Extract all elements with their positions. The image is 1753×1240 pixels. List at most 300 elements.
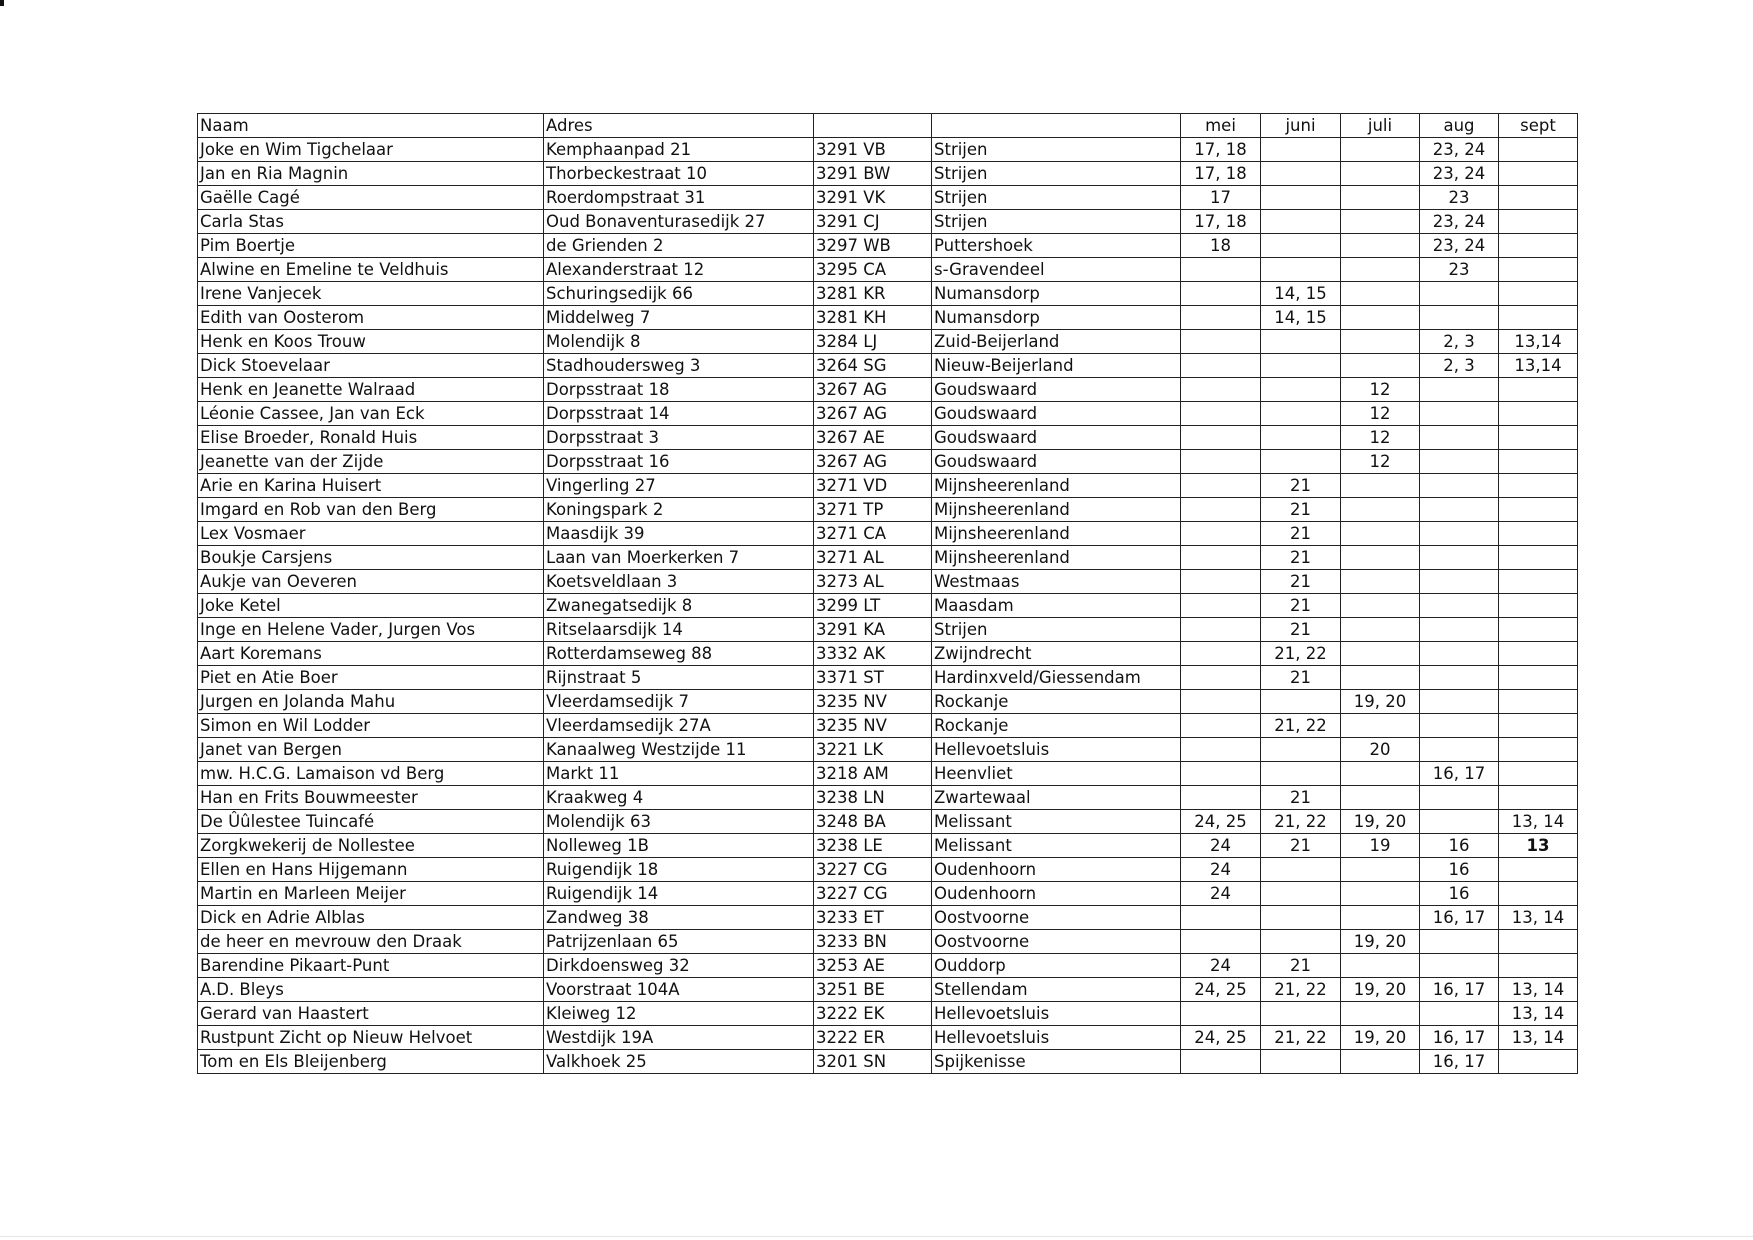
cell-mei: [1181, 1002, 1261, 1026]
cell-juli: 12: [1341, 450, 1420, 474]
cell-juli: [1341, 954, 1420, 978]
table-row: [198, 354, 1578, 378]
cell-juli: [1341, 522, 1420, 546]
cell-sept: [1499, 714, 1578, 738]
cell-postcode: 3238 LE: [814, 834, 932, 858]
cell-juni: 21, 22: [1261, 1026, 1341, 1050]
cell-juni: 21: [1261, 786, 1341, 810]
cell-postcode: 3227 CG: [814, 858, 932, 882]
cell-juni: 21, 22: [1261, 714, 1341, 738]
cell-juni: 21: [1261, 618, 1341, 642]
cell-plaats: Oostvoorne: [932, 906, 1181, 930]
table-row: [198, 186, 1578, 210]
cell-naam: de heer en mevrouw den Draak: [198, 930, 544, 954]
cell-sept: [1499, 210, 1578, 234]
cell-sept: [1499, 138, 1578, 162]
cell-aug: [1420, 690, 1499, 714]
scan-mark: [0, 0, 4, 6]
table-row: [198, 282, 1578, 306]
cell-aug: [1420, 378, 1499, 402]
cell-aug: [1420, 426, 1499, 450]
cell-juni: [1261, 234, 1341, 258]
cell-juni: [1261, 738, 1341, 762]
cell-plaats: Melissant: [932, 834, 1181, 858]
cell-adres: Dorpsstraat 16: [544, 450, 814, 474]
cell-adres: Koningspark 2: [544, 498, 814, 522]
cell-naam: Lex Vosmaer: [198, 522, 544, 546]
cell-postcode: 3221 LK: [814, 738, 932, 762]
cell-sept: [1499, 402, 1578, 426]
cell-sept: [1499, 186, 1578, 210]
cell-aug: 16, 17: [1420, 978, 1499, 1002]
cell-postcode: 3284 LJ: [814, 330, 932, 354]
cell-sept: [1499, 234, 1578, 258]
cell-sept: [1499, 378, 1578, 402]
cell-sept: [1499, 738, 1578, 762]
cell-plaats: Mijnsheerenland: [932, 498, 1181, 522]
cell-plaats: Melissant: [932, 810, 1181, 834]
cell-juni: 14, 15: [1261, 306, 1341, 330]
cell-juni: [1261, 450, 1341, 474]
cell-sept: 13: [1499, 834, 1578, 858]
cell-aug: [1420, 402, 1499, 426]
cell-aug: [1420, 450, 1499, 474]
cell-sept: [1499, 954, 1578, 978]
cell-mei: [1181, 402, 1261, 426]
cell-mei: [1181, 354, 1261, 378]
scan-edge-line: [0, 1236, 1753, 1237]
cell-naam: A.D. Bleys: [198, 978, 544, 1002]
cell-aug: [1420, 642, 1499, 666]
schedule-table-wrapper: [197, 113, 1577, 1074]
table-row: [198, 450, 1578, 474]
cell-juli: [1341, 858, 1420, 882]
cell-plaats: Strijen: [932, 186, 1181, 210]
header-aug: aug: [1420, 114, 1499, 138]
cell-naam: Janet van Bergen: [198, 738, 544, 762]
cell-postcode: 3235 NV: [814, 690, 932, 714]
cell-postcode: 3267 AG: [814, 450, 932, 474]
cell-sept: [1499, 426, 1578, 450]
cell-sept: 13, 14: [1499, 810, 1578, 834]
cell-mei: 18: [1181, 234, 1261, 258]
cell-juli: [1341, 642, 1420, 666]
cell-naam: Han en Frits Bouwmeester: [198, 786, 544, 810]
cell-aug: [1420, 618, 1499, 642]
cell-adres: Rijnstraat 5: [544, 666, 814, 690]
cell-naam: Ellen en Hans Hijgemann: [198, 858, 544, 882]
cell-postcode: 3271 CA: [814, 522, 932, 546]
cell-postcode: 3267 AG: [814, 402, 932, 426]
cell-adres: Nolleweg 1B: [544, 834, 814, 858]
cell-aug: [1420, 810, 1499, 834]
cell-adres: Ruigendijk 14: [544, 882, 814, 906]
cell-juni: 21: [1261, 546, 1341, 570]
table-row: [198, 906, 1578, 930]
cell-sept: 13, 14: [1499, 978, 1578, 1002]
cell-mei: [1181, 690, 1261, 714]
cell-postcode: 3281 KH: [814, 306, 932, 330]
header-juli: juli: [1341, 114, 1420, 138]
cell-sept: [1499, 786, 1578, 810]
table-header-row: [198, 114, 1578, 138]
cell-adres: Valkhoek 25: [544, 1050, 814, 1074]
cell-sept: [1499, 474, 1578, 498]
cell-juni: [1261, 402, 1341, 426]
cell-aug: [1420, 570, 1499, 594]
cell-plaats: Goudswaard: [932, 450, 1181, 474]
cell-sept: [1499, 618, 1578, 642]
cell-naam: Dick Stoevelaar: [198, 354, 544, 378]
table-row: [198, 474, 1578, 498]
cell-mei: [1181, 474, 1261, 498]
table-row: [198, 306, 1578, 330]
cell-naam: Inge en Helene Vader, Jurgen Vos: [198, 618, 544, 642]
cell-plaats: Zuid-Beijerland: [932, 330, 1181, 354]
cell-postcode: 3218 AM: [814, 762, 932, 786]
table-row: [198, 834, 1578, 858]
cell-mei: 17, 18: [1181, 162, 1261, 186]
cell-juli: [1341, 354, 1420, 378]
cell-naam: Léonie Cassee, Jan van Eck: [198, 402, 544, 426]
cell-aug: 16, 17: [1420, 1026, 1499, 1050]
cell-aug: 16: [1420, 882, 1499, 906]
cell-adres: Kemphaanpad 21: [544, 138, 814, 162]
cell-mei: [1181, 594, 1261, 618]
cell-plaats: Zwartewaal: [932, 786, 1181, 810]
cell-juli: 20: [1341, 738, 1420, 762]
header-postcode: [814, 114, 932, 138]
cell-juli: [1341, 570, 1420, 594]
cell-plaats: Goudswaard: [932, 378, 1181, 402]
cell-juni: 14, 15: [1261, 282, 1341, 306]
cell-adres: Ritselaarsdijk 14: [544, 618, 814, 642]
cell-adres: Kraakweg 4: [544, 786, 814, 810]
cell-postcode: 3233 BN: [814, 930, 932, 954]
cell-juli: [1341, 666, 1420, 690]
cell-plaats: Maasdam: [932, 594, 1181, 618]
cell-naam: Joke en Wim Tigchelaar: [198, 138, 544, 162]
cell-naam: Gaëlle Cagé: [198, 186, 544, 210]
cell-juli: [1341, 714, 1420, 738]
cell-aug: [1420, 306, 1499, 330]
table-row: [198, 426, 1578, 450]
cell-plaats: Puttershoek: [932, 234, 1181, 258]
cell-postcode: 3248 BA: [814, 810, 932, 834]
cell-adres: Westdijk 19A: [544, 1026, 814, 1050]
cell-adres: Ruigendijk 18: [544, 858, 814, 882]
cell-juli: [1341, 474, 1420, 498]
cell-postcode: 3267 AE: [814, 426, 932, 450]
table-row: [198, 234, 1578, 258]
table-row: [198, 1050, 1578, 1074]
cell-plaats: Hellevoetsluis: [932, 1002, 1181, 1026]
cell-mei: 24: [1181, 954, 1261, 978]
cell-sept: [1499, 762, 1578, 786]
cell-juni: 21, 22: [1261, 642, 1341, 666]
cell-postcode: 3222 ER: [814, 1026, 932, 1050]
cell-adres: Molendijk 8: [544, 330, 814, 354]
cell-postcode: 3235 NV: [814, 714, 932, 738]
cell-aug: 23: [1420, 258, 1499, 282]
cell-mei: [1181, 930, 1261, 954]
cell-sept: [1499, 882, 1578, 906]
cell-mei: [1181, 570, 1261, 594]
cell-aug: 23, 24: [1420, 138, 1499, 162]
cell-juli: [1341, 330, 1420, 354]
cell-sept: [1499, 162, 1578, 186]
cell-mei: [1181, 426, 1261, 450]
table-row: [198, 858, 1578, 882]
cell-juli: [1341, 138, 1420, 162]
cell-juni: 21: [1261, 594, 1341, 618]
cell-juli: 12: [1341, 378, 1420, 402]
cell-naam: mw. H.C.G. Lamaison vd Berg: [198, 762, 544, 786]
table-row: [198, 978, 1578, 1002]
cell-mei: 17, 18: [1181, 138, 1261, 162]
table-row: [198, 930, 1578, 954]
cell-juni: [1261, 186, 1341, 210]
cell-mei: [1181, 546, 1261, 570]
cell-juni: 21: [1261, 522, 1341, 546]
cell-plaats: Oostvoorne: [932, 930, 1181, 954]
cell-postcode: 3281 KR: [814, 282, 932, 306]
cell-sept: [1499, 522, 1578, 546]
cell-plaats: Mijnsheerenland: [932, 474, 1181, 498]
cell-adres: Markt 11: [544, 762, 814, 786]
cell-mei: 24, 25: [1181, 810, 1261, 834]
cell-plaats: Numansdorp: [932, 306, 1181, 330]
table-row: [198, 258, 1578, 282]
cell-postcode: 3332 AK: [814, 642, 932, 666]
cell-naam: Rustpunt Zicht op Nieuw Helvoet: [198, 1026, 544, 1050]
cell-aug: 16: [1420, 858, 1499, 882]
cell-aug: [1420, 786, 1499, 810]
cell-mei: [1181, 714, 1261, 738]
table-row: [198, 882, 1578, 906]
cell-naam: Edith van Oosterom: [198, 306, 544, 330]
cell-plaats: Strijen: [932, 138, 1181, 162]
cell-naam: Martin en Marleen Meijer: [198, 882, 544, 906]
cell-postcode: 3299 LT: [814, 594, 932, 618]
cell-mei: [1181, 906, 1261, 930]
cell-postcode: 3371 ST: [814, 666, 932, 690]
cell-mei: [1181, 522, 1261, 546]
cell-naam: Simon en Wil Lodder: [198, 714, 544, 738]
cell-juni: [1261, 426, 1341, 450]
cell-postcode: 3291 VB: [814, 138, 932, 162]
cell-adres: Roerdompstraat 31: [544, 186, 814, 210]
cell-adres: Patrijzenlaan 65: [544, 930, 814, 954]
cell-juli: 12: [1341, 402, 1420, 426]
cell-postcode: 3267 AG: [814, 378, 932, 402]
cell-sept: 13,14: [1499, 330, 1578, 354]
cell-juli: [1341, 282, 1420, 306]
cell-naam: Dick en Adrie Alblas: [198, 906, 544, 930]
cell-plaats: Zwijndrecht: [932, 642, 1181, 666]
cell-aug: [1420, 498, 1499, 522]
cell-naam: Gerard van Haastert: [198, 1002, 544, 1026]
cell-mei: [1181, 498, 1261, 522]
cell-adres: Dorpsstraat 3: [544, 426, 814, 450]
cell-plaats: Hellevoetsluis: [932, 1026, 1181, 1050]
cell-juli: [1341, 1002, 1420, 1026]
cell-juli: 19, 20: [1341, 978, 1420, 1002]
cell-juni: 21: [1261, 498, 1341, 522]
cell-juli: [1341, 186, 1420, 210]
cell-mei: 24: [1181, 882, 1261, 906]
cell-juli: 19, 20: [1341, 810, 1420, 834]
cell-juni: [1261, 378, 1341, 402]
cell-adres: de Grienden 2: [544, 234, 814, 258]
cell-juli: [1341, 258, 1420, 282]
cell-postcode: 3201 SN: [814, 1050, 932, 1074]
cell-aug: [1420, 546, 1499, 570]
cell-aug: 2, 3: [1420, 330, 1499, 354]
cell-juni: 21: [1261, 474, 1341, 498]
cell-plaats: Spijkenisse: [932, 1050, 1181, 1074]
cell-mei: [1181, 306, 1261, 330]
cell-sept: [1499, 642, 1578, 666]
cell-mei: [1181, 1050, 1261, 1074]
table-row: [198, 498, 1578, 522]
cell-aug: [1420, 930, 1499, 954]
cell-mei: 24, 25: [1181, 978, 1261, 1002]
cell-aug: 23, 24: [1420, 234, 1499, 258]
cell-postcode: 3291 VK: [814, 186, 932, 210]
cell-juni: [1261, 906, 1341, 930]
cell-juli: [1341, 906, 1420, 930]
cell-aug: 16: [1420, 834, 1499, 858]
cell-sept: [1499, 666, 1578, 690]
cell-adres: Schuringsedijk 66: [544, 282, 814, 306]
cell-juli: 19, 20: [1341, 1026, 1420, 1050]
cell-naam: Tom en Els Bleijenberg: [198, 1050, 544, 1074]
cell-naam: Arie en Karina Huisert: [198, 474, 544, 498]
table-row: [198, 594, 1578, 618]
cell-aug: 23, 24: [1420, 210, 1499, 234]
cell-mei: [1181, 642, 1261, 666]
cell-juni: [1261, 210, 1341, 234]
cell-postcode: 3264 SG: [814, 354, 932, 378]
cell-adres: Thorbeckestraat 10: [544, 162, 814, 186]
cell-naam: Boukje Carsjens: [198, 546, 544, 570]
table-row: [198, 690, 1578, 714]
cell-naam: Alwine en Emeline te Veldhuis: [198, 258, 544, 282]
cell-juli: [1341, 306, 1420, 330]
cell-postcode: 3251 BE: [814, 978, 932, 1002]
cell-juli: [1341, 594, 1420, 618]
table-row: [198, 786, 1578, 810]
cell-adres: Vleerdamsedijk 27A: [544, 714, 814, 738]
cell-mei: [1181, 450, 1261, 474]
cell-adres: Koetsveldlaan 3: [544, 570, 814, 594]
cell-naam: Barendine Pikaart-Punt: [198, 954, 544, 978]
cell-adres: Oud Bonaventurasedijk 27: [544, 210, 814, 234]
cell-juli: [1341, 546, 1420, 570]
table-body: [198, 138, 1578, 1074]
table-row: [198, 618, 1578, 642]
header-naam: Naam: [198, 114, 544, 138]
table-row: [198, 570, 1578, 594]
cell-sept: 13, 14: [1499, 906, 1578, 930]
cell-juni: 21: [1261, 954, 1341, 978]
cell-juli: [1341, 882, 1420, 906]
cell-naam: Joke Ketel: [198, 594, 544, 618]
header-plaats: [932, 114, 1181, 138]
cell-plaats: Strijen: [932, 618, 1181, 642]
cell-naam: Elise Broeder, Ronald Huis: [198, 426, 544, 450]
cell-naam: Aart Koremans: [198, 642, 544, 666]
table-row: [198, 738, 1578, 762]
cell-aug: 16, 17: [1420, 762, 1499, 786]
cell-juli: [1341, 210, 1420, 234]
cell-mei: [1181, 666, 1261, 690]
cell-postcode: 3291 KA: [814, 618, 932, 642]
cell-mei: [1181, 258, 1261, 282]
cell-aug: [1420, 954, 1499, 978]
cell-juni: [1261, 762, 1341, 786]
cell-aug: [1420, 522, 1499, 546]
cell-aug: [1420, 738, 1499, 762]
header-juni: juni: [1261, 114, 1341, 138]
cell-juli: [1341, 762, 1420, 786]
cell-juli: 12: [1341, 426, 1420, 450]
cell-mei: [1181, 282, 1261, 306]
cell-sept: [1499, 450, 1578, 474]
cell-sept: 13, 14: [1499, 1026, 1578, 1050]
cell-sept: [1499, 498, 1578, 522]
cell-postcode: 3273 AL: [814, 570, 932, 594]
cell-aug: 23, 24: [1420, 162, 1499, 186]
cell-aug: [1420, 1002, 1499, 1026]
cell-adres: Vleerdamsedijk 7: [544, 690, 814, 714]
cell-postcode: 3297 WB: [814, 234, 932, 258]
cell-adres: Kanaalweg Westzijde 11: [544, 738, 814, 762]
cell-aug: [1420, 666, 1499, 690]
header-adres: Adres: [544, 114, 814, 138]
cell-postcode: 3291 CJ: [814, 210, 932, 234]
table-row: [198, 162, 1578, 186]
cell-aug: [1420, 594, 1499, 618]
table-row: [198, 138, 1578, 162]
cell-adres: Dirkdoensweg 32: [544, 954, 814, 978]
cell-sept: [1499, 282, 1578, 306]
cell-adres: Middelweg 7: [544, 306, 814, 330]
cell-plaats: Oudenhoorn: [932, 858, 1181, 882]
cell-postcode: 3271 VD: [814, 474, 932, 498]
cell-juli: 19, 20: [1341, 930, 1420, 954]
cell-aug: [1420, 474, 1499, 498]
cell-juli: 19: [1341, 834, 1420, 858]
cell-naam: Jan en Ria Magnin: [198, 162, 544, 186]
cell-postcode: 3295 CA: [814, 258, 932, 282]
cell-juni: 21: [1261, 666, 1341, 690]
cell-naam: Jurgen en Jolanda Mahu: [198, 690, 544, 714]
cell-juli: [1341, 162, 1420, 186]
cell-adres: Maasdijk 39: [544, 522, 814, 546]
cell-mei: [1181, 618, 1261, 642]
cell-plaats: s-Gravendeel: [932, 258, 1181, 282]
cell-naam: Carla Stas: [198, 210, 544, 234]
cell-plaats: Hardinxveld/Giessendam: [932, 666, 1181, 690]
cell-juni: 21: [1261, 570, 1341, 594]
table-row: [198, 378, 1578, 402]
schedule-table: [197, 113, 1578, 1074]
cell-mei: [1181, 738, 1261, 762]
table-row: [198, 642, 1578, 666]
cell-plaats: Heenvliet: [932, 762, 1181, 786]
